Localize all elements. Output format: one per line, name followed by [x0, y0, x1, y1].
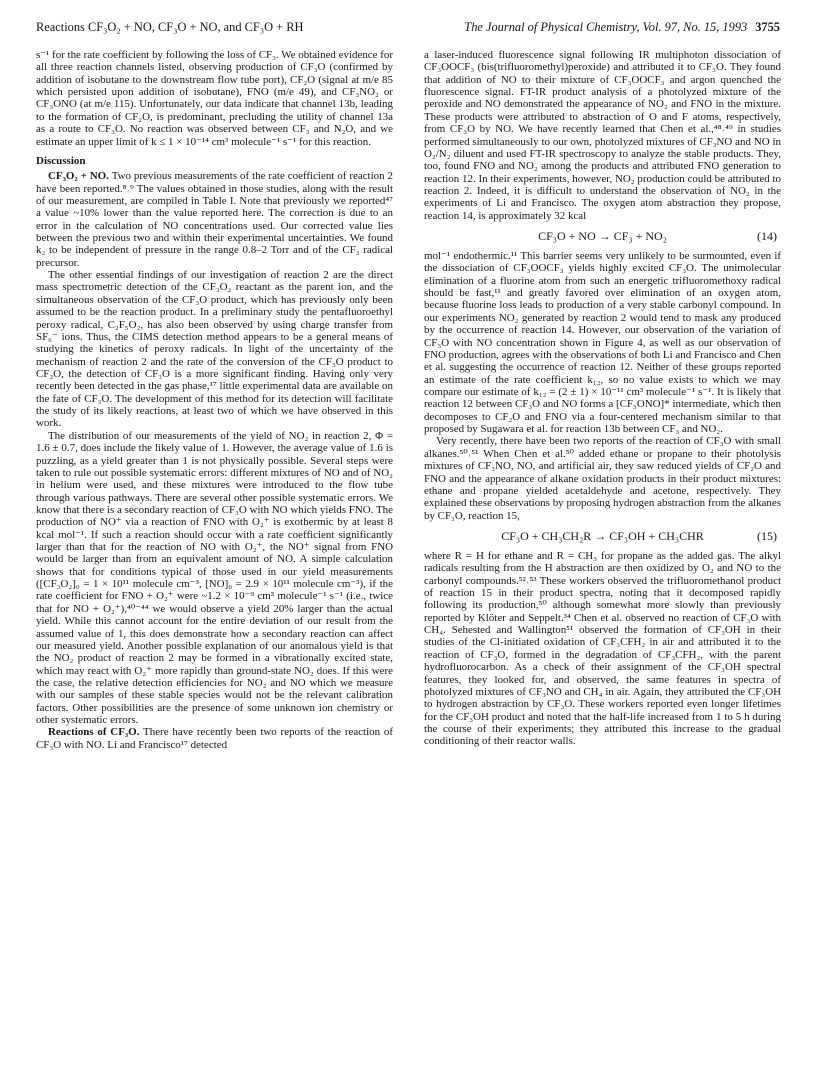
equation-15 [424, 522, 781, 550]
section-heading-discussion: Discussion [36, 154, 86, 167]
paragraph: mol⁻¹ endothermic.¹¹ This barrier seems very unlikely to be surmounted, even if the dissociation of CF₃OOCF₃ yields highly excited CF₃O. The unimolecular elimination of a fluorine atom from such an energetic trifluoromethoxy radical should be fast,¹¹ and greatly favored over elimination of an oxygen atom, because fluorine loss leads to production of a very stable carbonyl compound. In our experiments NO₂ generated by reaction 2 would tend to mask any produced by the occurrence of reaction 14. However, our observation of the variation of CF₃O with NO concentration shown in Figure 4, as well as our observation of FNO production, agrees with the observations of both Li and Francisco and Chen et al. suggesting the occurrence of reaction 12. Neither of these groups reported an estimate of the rate coefficient k₁₂, so no value exists to which we may compare our estimate of k₁₂ = (2 ± 1) × 10⁻¹¹ cm³ molecule⁻¹ s⁻¹. It is likely that reaction 12 between CF₃O and NO forms a [CF₃ONO]* intermediate, which then decomposes to CF₂O and FNO via a four-centered mechanism similar to that proposed by Sugawara et al. for reaction 13b between CF₃ and NO₂. [424, 250, 781, 436]
equation-body: CF₃O + NO → CF₃ + NO₂ [538, 228, 667, 243]
paragraph: The other essential findings of our investigation of reaction 2 are the direct mass spectrometric detection of the CF₃O₂ reactant as the parent ion, and the simultaneous observation of the CF₃O product, which has previously only been assumed to be the reaction product. In a preliminary study the pentafluoroethyl peroxy radical, C₂F₅O₂, has also been observed by using charge transfer from SF₆⁻ ions. Thus, the CIMS detection method appears to be a general means of studying the kinetics of peroxy radicals. In light of the uncertainty of the mechanism of reaction 2 and the rate of the conversion of the CF₃O product to CF₂O, the detection of CF₃O is a more significant finding. Having only very recently been detected in the gas phase,¹⁷ little experimental data are available on the fate of CF₃O. The development of this method for its detection will facilitate the study of its likely reactions, at least two of which we have observed in this work. [36, 269, 393, 430]
running-header [36, 20, 780, 40]
journal-name: The Journal of Physical Chemistry, Vol. 97, No. 15, 1993 [464, 20, 748, 34]
paragraph-text: Two previous measurements of the rate coefficient of reaction 2 have been reported.⁸˒⁹ The values obtained in those studies, along with the result of our measurement, are compiled in Table I. Note that previously we reported⁴⁷ a value ~10% lower than the value reported here. The correction is due to an error in the calculation of NO concentrations used. Our corrected value lies between the previous two and within their experimental uncertainties. We found k₂ to be independent of pressure in the range 0.8–2 Torr and of the CF₃ radical precursor. [36, 170, 393, 269]
equation-number: (14) [757, 228, 777, 243]
journal-citation [464, 20, 780, 35]
paragraph: The distribution of our measurements of the yield of NO₂ in reaction 2, Φ = 1.6 ± 0.7, does include the likely value of 1. However, the average value of 1.6 is puzzling, as a yield greater than 1 is not physically possible. Several steps were taken to rule out possible systematic errors: different mixtures of NO and of NO₂ in helium were used, and these mixtures were introduced to the flow tube through various pathways. There are several other possible systematic errors. We know that there is a secondary reaction of CF₃O with NO which yields FNO. The production of NO⁺ via a reaction of FNO with O₂⁺ is exothermic by at least 8 kcal mol⁻¹. If such a reaction should occur with a rate coefficient significantly larger than that for the reaction of NO with O₂⁺, the NO⁺ signal from FNO would be larger than from an equivalent amount of NO. A simple calculation shows that for conditions typical of those used in our yield measurements ([CF₃O₂]₀ = 1 × 10¹¹ molecule cm⁻³, [NO]₀ = 2.9 × 10¹¹ molecule cm⁻³), if the rate coefficient for FNO + O₂⁺ were ~1.2 × 10⁻⁹ cm³ molecule⁻¹ s⁻¹ (i.e., twice that for NO + O₂⁺),⁴⁰⁻⁴⁴ we would observe a yield 20% larger than the actual yield. While this cannot account for the entire deviation of our result from the assumed value of 1, this does demonstrate how a secondary reaction can affect our measured yield. Another possible explanation of our anomalous yield is that the NO₂ product of reaction 2 may be formed in a vibrationally excited state, which may react with O₂⁺ more rapidly than ground-state NO₂ does. If this were the case, the relative detection efficiencies for NO₂ and NO which we measure with our samples of these stable species would not be the relevant calibration factors. Other possibilities are the presence of some unknown ion chemistry or other systematic errors. [36, 429, 393, 727]
paragraph: s⁻¹ for the rate coefficient by following the loss of CF₃. We obtained evidence for all three reaction channels listed, observing production of CF₃O (confirmed by addition of isobutane to the downstream flow tube port), CF₂O (signal at m/e 85 which persisted upon addition of isobutane), FNO (m/e 49), and CF₃NO₂ or CF₃ONO (at m/e 115). Unfortunately, our data indicate that channel 13b, leading to the formation of CF₂O, is predominant, precluding the utility of channel 13a as a route to CF₃O. No reaction was observed between CF₃ and N₂O, and we estimate an upper limit of k ≤ 1 × 10⁻¹⁴ cm³ molecule⁻¹ s⁻¹ for this reaction. [36, 49, 393, 148]
running-title: Reactions CF₃O₂ + NO, CF₃O + NO, and CF₃O + RH [36, 20, 304, 34]
run-in-heading: CF₃O₂ + NO. [48, 170, 109, 183]
equation-number: (15) [757, 528, 777, 543]
page-number: 3755 [755, 20, 780, 34]
equation-body: CF₃O + CH₃CH₂R → CF₃OH + CH₃CHR [501, 528, 704, 543]
paragraph-text: There have recently been two reports of the reaction of CF₃O with NO. Li and Francisco¹⁷ detected [36, 726, 393, 751]
right-column [424, 49, 781, 748]
run-in-heading: Reactions of CF₃O. [48, 726, 140, 739]
paragraph-cf3o2-no [36, 170, 393, 269]
paragraph-reactions-cf3o [36, 726, 393, 751]
equation-14 [424, 222, 781, 250]
paragraph: Very recently, there have been two reports of the reaction of CF₃O with small alkanes.⁵⁰˒⁵¹ When Chen et al.⁵⁰ added ethane or propane to their photolysis mixtures of CF₃NO, NO, and artificial air, they saw reduced yields of CF₂O and FNO and the appearance of alkane oxidation products in their product mixtures: ethane and propane yielded acetaldehyde and acetone, respectively. They explained these observations by proposing hydrogen abstraction from the alkanes by CF₃O, reaction 15, [424, 435, 781, 522]
left-column [36, 49, 393, 751]
paragraph: where R = H for ethane and R = CH₃ for propane as the added gas. The alkyl radicals resulting from the H abstraction are then oxidized by O₂ and NO to the carbonyl compounds.⁵²˒⁵³ These workers observed the trifluoromethanol product of reaction 15 in their product spectra, noting that it decomposed rapidly following its production,⁵⁰ although somewhat more slowly than previously reported by Klöter and Seppelt.³⁴ Chen et al. observed no reaction of CF₃O with CH₄. Sehested and Wallington⁵¹ observed the formation of CF₃OH in their studies of the Cl-initiated oxidation of CF₃CFH₂ in air and attributed it to the reaction of CF₃O, formed in the degradation of CF₃CFH₂, with the parent hydrofluorocarbon. As a check of their assignment of the CF₃OH spectral features, they looked for, and observed, the same features in spectra of photolyzed mixtures of CF₃NO and CH₄ in air. Again, they attributed the CF₃OH to hydrogen abstraction by CF₃O. These workers reported even longer lifetimes for the CF₃OH product and noted that the half-life increased from 1 to 5 h during the course of their experiments; they attributed this increase to the gradual conditioning of their reactor walls. [424, 549, 781, 748]
paragraph: a laser-induced fluorescence signal following IR multiphoton dissociation of CF₃OOCF₃ (bis(trifluoromethyl)peroxide) and attributed it to CF₃O. They found that addition of NO to their mixture of CF₃OOCF₃ and argon quenched the fluorescence signal. FT-IR product analysis of a photolyzed mixture of the peroxide and NO demonstrated the appearance of NO₂ and FNO in the mixture. These products were attributed to abstraction of O and F atoms, respectively, from CF₃O by NO. We have recently learned that Chen et al.,⁴⁸˒⁴⁹ in studies performed simultaneously to our own, photolyzed mixtures of CF₃NO and NO in O₂/N₂ diluent and used FT-IR spectroscopy to analyze the stable products. They, too, found FNO and NO₂ among the products and attributed FNO generation to reaction 12. In their experiments, however, NO₂ production could be attributed to reaction 2. Indeed, it is difficult to understand the observation of NO₂ in the experiments of Li and Francisco. The oxygen atom abstraction they propose, reaction 14, is approximately 32 kcal [424, 49, 781, 222]
